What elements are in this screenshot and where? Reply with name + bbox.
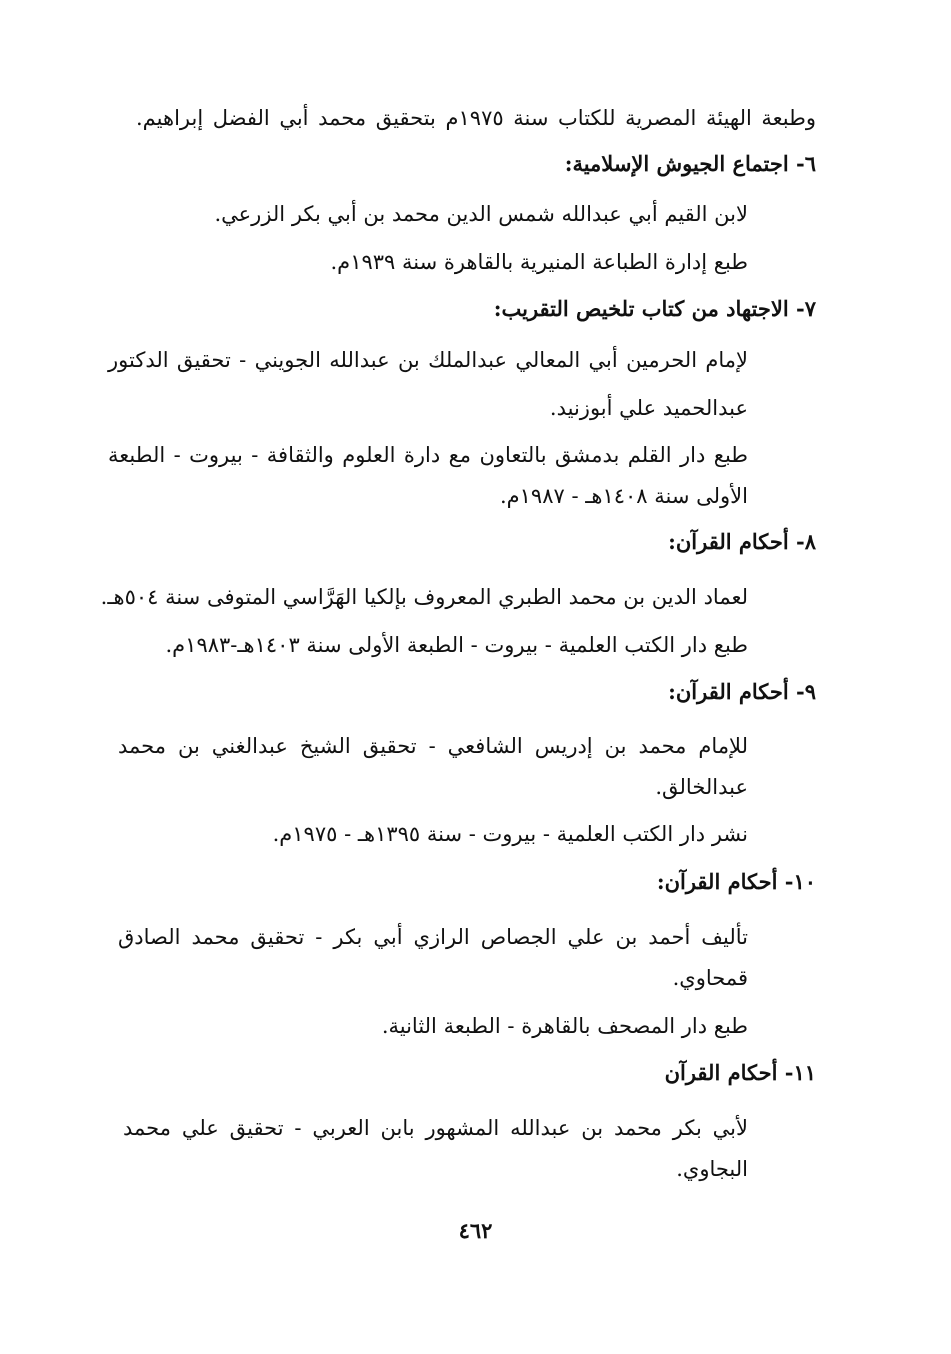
entry-8-heading: ٨- أحكام القرآن:: [668, 529, 816, 554]
entry-9-heading: ٩- أحكام القرآن:: [668, 679, 816, 704]
entry-11-heading: ١١- أحكام القرآن: [664, 1060, 816, 1085]
entry-7-edition-line-1: طبع دار القلم بدمشق بالتعاون مع دارة العلوم والثقافة - بيروت - الطبعة: [108, 443, 748, 467]
entry-11-author-line-1: لأبي بكر محمد بن عبدالله المشهور بابن العربي - تحقيق علي محمد: [123, 1116, 748, 1140]
entry-7-author-line-1: لإمام الحرمين أبي المعالي عبدالملك بن عبدالله الجويني - تحقيق الدكتور: [108, 348, 748, 372]
entry-7-edition-line-2: الأولى سنة ١٤٠٨هـ - ١٩٨٧م.: [499, 484, 748, 508]
entry-5-edition-line: وطبعة الهيئة المصرية للكتاب سنة ١٩٧٥م بتحقيق محمد أبي الفضل إبراهيم.: [136, 106, 816, 130]
entry-10-heading: ١٠- أحكام القرآن:: [656, 869, 816, 894]
page-number: ٤٦٢: [458, 1218, 493, 1243]
entry-7-author-line-2: عبدالحميد علي أبوزنيد.: [549, 396, 748, 420]
entry-9-author-line-1: للإمام محمد بن إدريس الشافعي - تحقيق الشيخ عبدالغني بن محمد: [118, 734, 748, 758]
entry-8-edition: طبع دار الكتب العلمية - بيروت - الطبعة الأولى سنة ١٤٠٣هـ-١٩٨٣م.: [165, 633, 748, 657]
entry-8-author: لعماد الدين بن محمد الطبري المعروف بإلكيا الهَرَّاسي المتوفى سنة ٥٠٤هـ.: [100, 585, 748, 609]
entry-7-heading: ٧- الاجتهاد من كتاب تلخيص التقريب:: [493, 296, 816, 321]
entry-9-edition: نشر دار الكتب العلمية - بيروت - سنة ١٣٩٥هـ - ١٩٧٥م.: [272, 822, 748, 846]
entry-6-edition: طبع إدارة الطباعة المنيرية بالقاهرة سنة ١٩٣٩م.: [330, 250, 748, 274]
entry-6-heading: ٦- اجتماع الجيوش الإسلامية:: [564, 151, 816, 176]
entry-11-author-line-2: البجاوي.: [676, 1157, 748, 1181]
entry-10-author-line-1: تأليف أحمد بن علي الجصاص الرازي أبي بكر - تحقيق محمد الصادق: [118, 925, 748, 949]
entry-10-author-line-2: قمحاوي.: [672, 966, 748, 990]
entry-10-edition: طبع دار المصحف بالقاهرة - الطبعة الثانية.: [381, 1014, 748, 1038]
entry-6-author: لابن القيم أبي عبدالله شمس الدين محمد بن أبي بكر الزرعي.: [214, 202, 748, 226]
entry-9-author-line-2: عبدالخالق.: [655, 775, 748, 799]
